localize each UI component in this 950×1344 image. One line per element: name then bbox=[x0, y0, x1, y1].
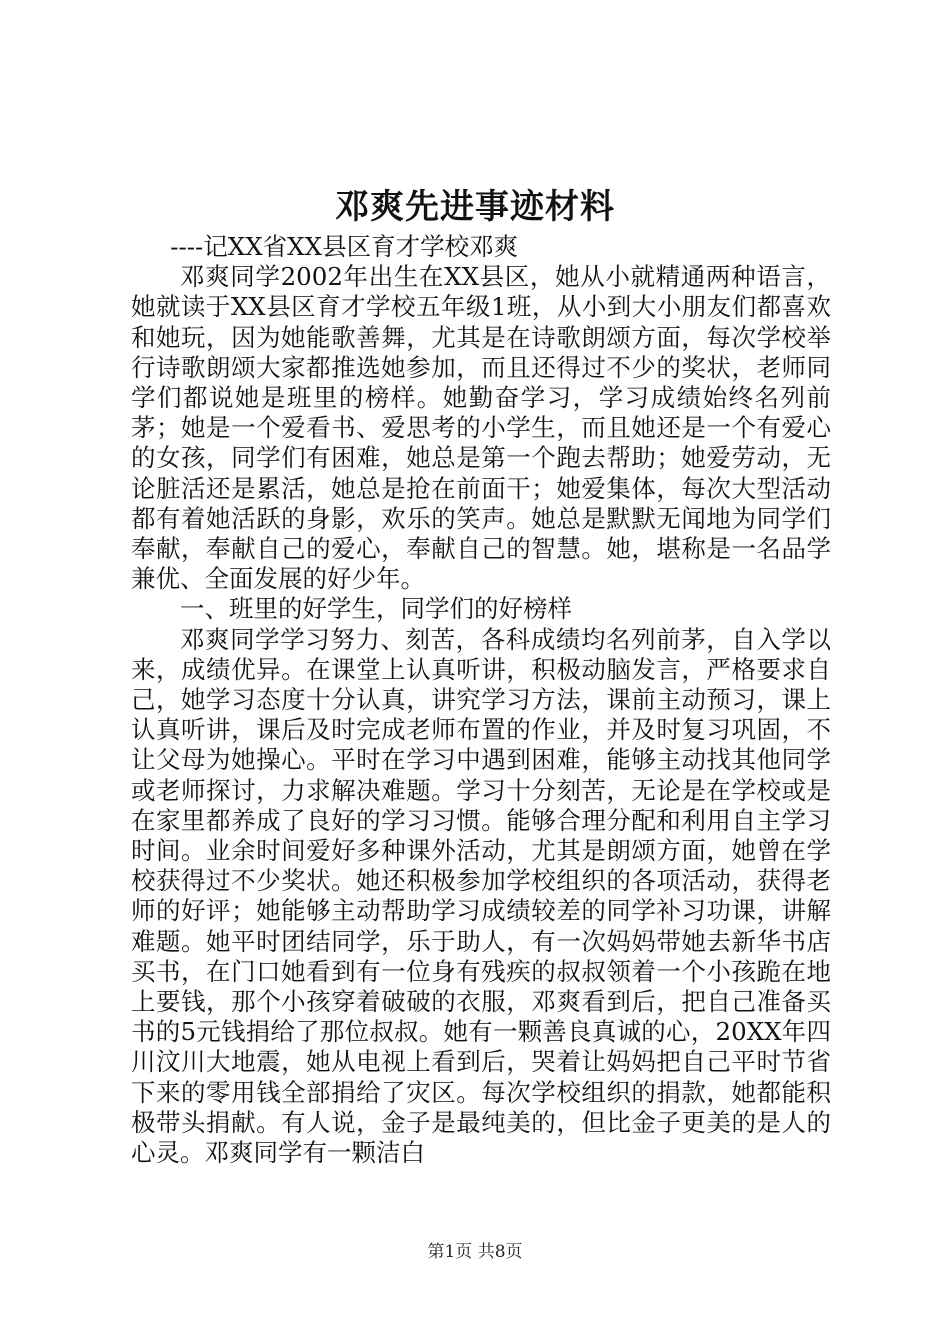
section-paragraph: 邓爽同学学习努力、刻苦，各科成绩均名列前茅，自入学以来，成绩优异。在课堂上认真听讲，积极动脑发言，严格要求自己，她学习态度十分认真，讲究学习方法，课前主动预习，课上认真听讲，课后及时完成老师布置的作业，并及时复习巩固，不让父母为她操心。平时在学习中遇到困难，能够主动找其他同学或老师探讨，力求解决难题。学习十分刻苦，无论是在学校或是在家里都养成了良好的学习习惯。能够合理分配和利用自主学习时间。业余时间爱好多种课外活动，尤其是朗颂方面，她曾在学校获得过不少奖状。她还积极参加学校组织的各项活动，获得老师的好评；她能够主动帮助学习成绩较差的同学补习功课，讲解难题。她平时团结同学，乐于助人，有一次妈妈带她去新华书店买书，在门口她看到有一位身有残疾的叔叔领着一个小孩跪在地上要钱，那个小孩穿着破破的衣服，邓爽看到后，把自己准备买书的5元钱捐给了那位叔叔。她有一颗善良真诚的心，20XX年四川汶川大地震，她从电视上看到后，哭着让妈妈把自己平时节省下来的零用钱全部捐给了灾区。每次学校组织的捐款，她都能积极带头捐献。有人说，金子是最纯美的，但比金子更美的是人的心灵。邓爽同学有一颗洁白 bbox=[131, 624, 831, 1168]
section-heading: 一、班里的好学生，同学们的好榜样 bbox=[180, 594, 572, 624]
document-subtitle: ----记XX省XX县区育才学校邓爽 bbox=[170, 232, 519, 261]
document-title: 邓爽先进事迹材料 bbox=[335, 187, 615, 227]
intro-paragraph: 邓爽同学2002年出生在XX县区，她从小就精通两种语言，她就读于XX县区育才学校五年级1班，从小到大小朋友们都喜欢和她玩，因为她能歌善舞，尤其是在诗歌朗颂方面，每次学校举行诗歌朗颂大家都推选她参加，而且还得过不少的奖状，老师同学们都说她是班里的榜样。她勤奋学习，学习成绩始终名列前茅；她是一个爱看书、爱思考的小学生，而且她还是一个有爱心的女孩，同学们有困难，她总是第一个跑去帮助；她爱劳动，无论脏活还是累活，她总是抢在前面干；她爱集体，每次大型活动都有着她活跃的身影，欢乐的笑声。她总是默默无闻地为同学们奉献，奉献自己的爱心，奉献自己的智慧。她，堪称是一名品学兼优、全面发展的好少年。 bbox=[131, 262, 831, 594]
page-number-footer: 第1页 共8页 bbox=[427, 1242, 523, 1262]
document-body bbox=[131, 232, 831, 1168]
